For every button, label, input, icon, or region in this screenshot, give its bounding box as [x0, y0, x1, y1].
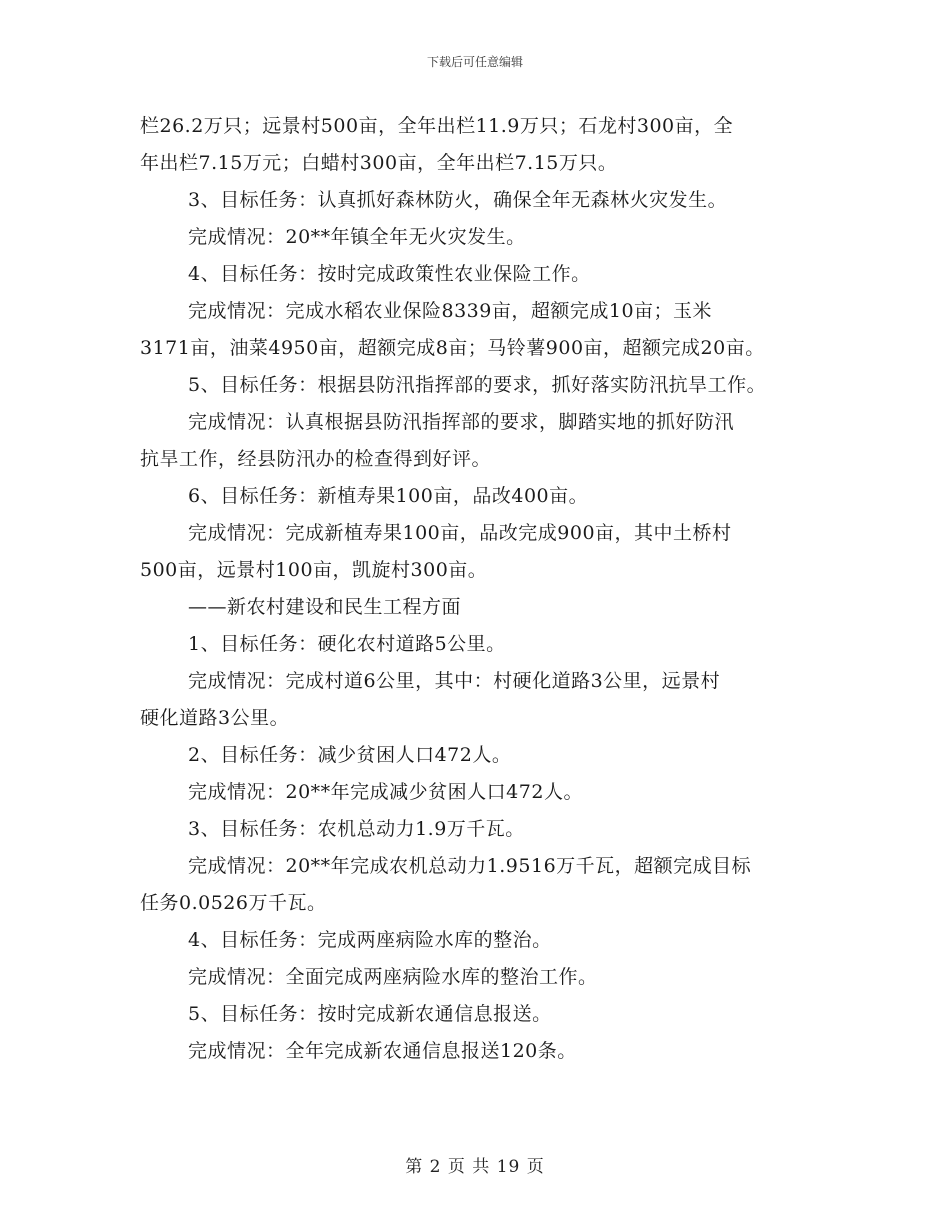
page-footer: 第 2 页 共 19 页 — [405, 1157, 545, 1177]
text-line: 6、目标任务：新植寿果100亩，品改400亩。 — [188, 485, 589, 507]
text-line: 5、目标任务：按时完成新农通信息报送。 — [188, 1003, 552, 1025]
text-line: 硬化道路3公里。 — [140, 707, 290, 729]
text-line: 完成情况：完成新植寿果100亩，品改完成900亩，其中土桥村 — [188, 522, 732, 544]
text-line: 完成情况：20**年镇全年无火灾发生。 — [188, 226, 526, 248]
text-line: 完成情况：完成村道6公里，其中：村硬化道路3公里，远景村 — [188, 670, 721, 692]
text-line: 年出栏7.15万元；白蜡村300亩，全年出栏7.15万只。 — [140, 152, 618, 174]
text-line: 3、目标任务：认真抓好森林防火，确保全年无森林火灾发生。 — [188, 189, 728, 211]
text-line: 4、目标任务：完成两座病险水库的整治。 — [188, 929, 552, 951]
text-line: 500亩，远景村100亩，凯旋村300亩。 — [140, 559, 488, 581]
text-line: 栏26.2万只；远景村500亩，全年出栏11.9万只；石龙村300亩，全 — [140, 115, 734, 137]
text-line: 3、目标任务：农机总动力1.9万千瓦。 — [188, 818, 525, 840]
text-line: ——新农村建设和民生工程方面 — [188, 596, 462, 618]
text-line: 3171亩，油菜4950亩，超额完成8亩；马铃薯900亩，超额完成20亩。 — [140, 337, 765, 359]
text-line: 4、目标任务：按时完成政策性农业保险工作。 — [188, 263, 591, 285]
text-line: 任务0.0526万千瓦。 — [140, 892, 327, 914]
text-line: 完成情况：全面完成两座病险水库的整治工作。 — [188, 966, 598, 988]
text-line: 完成情况：完成水稻农业保险8339亩，超额完成10亩；玉米 — [188, 300, 713, 322]
text-line: 完成情况：20**年完成减少贫困人口472人。 — [188, 781, 583, 803]
text-line: 完成情况：20**年完成农机总动力1.9516万千瓦，超额完成目标 — [188, 855, 752, 877]
text-line: 1、目标任务：硬化农村道路5公里。 — [188, 633, 506, 655]
text-line: 完成情况：全年完成新农通信息报送120条。 — [188, 1040, 577, 1062]
page-header: 下载后可任意编辑 — [426, 55, 523, 69]
text-line: 5、目标任务：根据县防汛指挥部的要求，抓好落实防汛抗旱工作。 — [188, 374, 767, 396]
document-body — [140, 108, 820, 1070]
text-line: 抗旱工作，经县防汛办的检查得到好评。 — [140, 448, 492, 470]
text-line: 完成情况：认真根据县防汛指挥部的要求，脚踏实地的抓好防汛 — [188, 411, 735, 433]
text-line: 2、目标任务：减少贫困人口472人。 — [188, 744, 512, 766]
